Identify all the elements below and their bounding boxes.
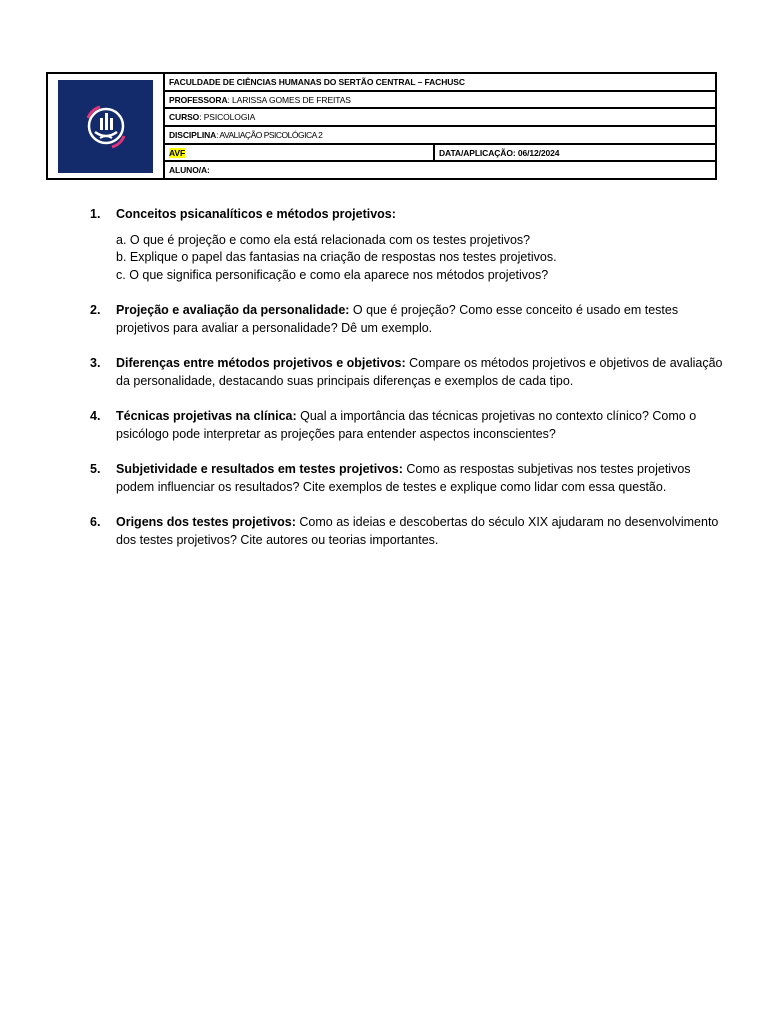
student-label: ALUNO/A:	[169, 165, 210, 176]
date-cell	[435, 145, 559, 161]
logo-cell	[48, 74, 165, 178]
institution-name: FACULDADE DE CIÊNCIAS HUMANAS DO SERTÃO CENTRAL – FACHUSC	[169, 76, 465, 87]
question-4	[90, 408, 730, 443]
question-6	[90, 514, 730, 549]
exam-row	[165, 145, 715, 163]
question-number: 2.	[90, 303, 101, 317]
exam-date: DATA/APLICAÇÃO: 06/12/2024	[439, 147, 560, 158]
professor-value: : LARISSA GOMES DE FREITAS	[227, 94, 351, 105]
question-number: 1.	[90, 207, 101, 221]
question-text: O que é projeção? Como esse conceito é usado em testes projetivos para avaliar a personalidade? Dê um exemplo.	[116, 303, 679, 335]
subitem-a: a. O que é projeção e como ela está relacionada com os testes projetivos?	[116, 232, 531, 247]
question-number: 3.	[90, 356, 101, 370]
question-title: Origens dos testes projetivos:	[116, 515, 296, 529]
question-3	[90, 355, 730, 390]
header-info	[165, 74, 715, 178]
question-title: Conceitos psicanalíticos e métodos projetivos:	[116, 207, 396, 221]
professor-label: PROFESSORA	[169, 94, 228, 105]
discipline-value: : AVALIAÇÃO PSICOLÓGICA 2	[216, 129, 323, 140]
course-label: CURSO	[169, 112, 200, 123]
question-number: 4.	[90, 409, 101, 423]
question-1	[90, 206, 730, 284]
logo-emblem-icon	[76, 96, 136, 156]
exam-type: AVF	[169, 147, 186, 158]
question-text: Como as respostas subjetivas nos testes projetivos podem influenciar os resultados? Cite exemplos de testes e explique como lidar com essa questão.	[116, 462, 691, 494]
discipline-row	[165, 127, 715, 145]
question-title: Diferenças entre métodos projetivos e objetivos:	[116, 356, 406, 370]
question-5	[90, 461, 730, 496]
institution-row	[165, 74, 715, 92]
question-subitems	[116, 232, 730, 285]
question-text: Como as ideias e descobertas do século XIX ajudaram no desenvolvimento dos testes projetivos? Cite autores ou teorias importantes.	[116, 515, 719, 547]
header-table	[46, 72, 717, 180]
question-title: Técnicas projetivas na clínica:	[116, 409, 297, 423]
subitem-c: c. O que significa personificação e como ela aparece nos métodos projetivos?	[116, 267, 549, 282]
question-text: Compare os métodos projetivos e objetivos de avaliação da personalidade, destacando suas principais diferenças e exemplos de cada tipo.	[116, 356, 723, 388]
question-number: 5.	[90, 462, 101, 476]
discipline-label: DISCIPLINA	[169, 129, 217, 140]
institution-logo	[58, 80, 153, 173]
question-title: Subjetividade e resultados em testes projetivos:	[116, 462, 403, 476]
question-2	[90, 302, 730, 337]
professor-row	[165, 92, 715, 110]
subitem-b: b. Explique o papel das fantasias na criação de respostas nos testes projetivos.	[116, 250, 557, 264]
question-number: 6.	[90, 515, 101, 529]
course-row	[165, 109, 715, 127]
course-value: : PSICOLOGIA	[199, 112, 256, 123]
question-title: Projeção e avaliação da personalidade:	[116, 303, 350, 317]
student-row	[165, 162, 715, 178]
exam-type-cell	[165, 145, 435, 161]
question-text: Qual a importância das técnicas projetivas no contexto clínico? Como o psicólogo pode interpretar as projeções para entender aspectos inconscientes?	[116, 409, 697, 441]
question-list	[90, 206, 730, 567]
